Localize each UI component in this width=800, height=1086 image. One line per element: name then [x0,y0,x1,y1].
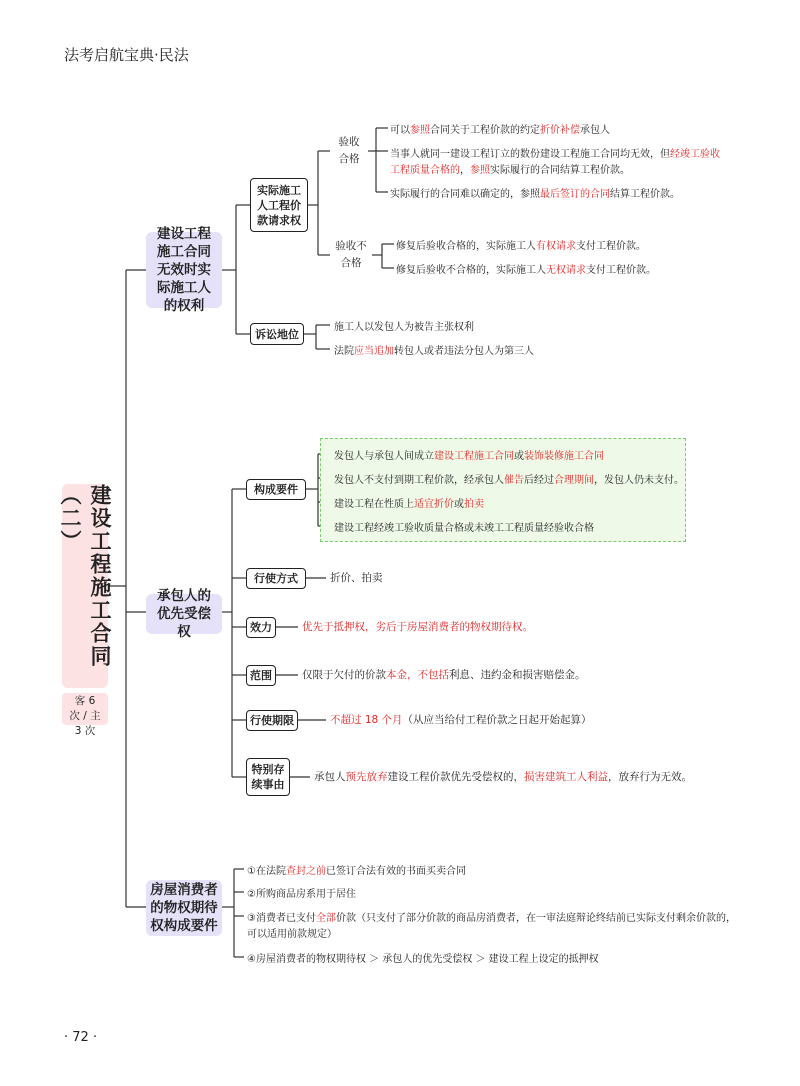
special-box [246,758,290,796]
exam-frequency-badge [62,693,108,737]
pass-item-1: 可以参照合同关于工程价款的约定折价补偿承包人 [390,125,610,136]
pass-label-text: 验收合格 [338,136,360,165]
sec2-node [146,588,222,640]
special-title: 特别存续事由 [251,763,285,791]
sec3-item-3-cont: 可以适用前款规定） [247,929,337,940]
effect-text: 优先于抵押权，劣后于房屋消费者的物权期待权。 [302,621,533,633]
claim-title: 实际施工人工程价款请求权 [257,183,301,227]
req-item-4: 建设工程经竣工验收质量合格或未竣工工程质量经验收合格 [334,523,594,534]
pass-item-3: 实际履行的合同难以确定的，参照最后签订的合同结算工程价款。 [390,189,680,200]
period-box [246,710,298,731]
root-topic [58,484,112,688]
period-text: 不超过 18 个月（从应当给付工程价款之日起开始起算） [330,714,592,726]
fail-label [330,238,372,272]
sec3-node [146,880,222,936]
pass-label [330,134,368,168]
claim-box [250,178,308,232]
exam-frequency-text: 客 6 次 / 主 3 次 [69,695,101,737]
sec3-title: 房屋消费者的物权期待权构成要件 [150,882,218,934]
sec2-title: 承包人的优先受偿权 [157,588,211,640]
requirements-title: 构成要件 [254,483,298,496]
litigation-title: 诉讼地位 [255,327,299,341]
fail-item-1: 修复后验收合格的，实际施工人有权请求支付工程价款。 [396,241,646,252]
requirements-box [246,479,306,500]
method-box [246,568,306,589]
pass-item-2: 当事人就同一建设工程订立的数份建设工程施工合同均无效，但经竣工验收 [390,149,720,160]
page-header-title: 法考启航宝典·民法 [64,46,189,64]
effect-box [246,617,276,638]
special-text: 承包人预先放弃建设工程价款优先受偿权的，损害建筑工人利益，放弃行为无效。 [314,771,692,783]
req-item-1: 发包人与承包人间成立建设工程施工合同或装饰装修施工合同 [334,451,604,462]
litigation-box [250,323,304,345]
root-topic-title: 建设工程施工合同（二） [58,484,112,668]
fail-item-2: 修复后验收不合格的，实际施工人无权请求支付工程价款。 [396,265,656,276]
method-title: 行使方式 [254,572,298,585]
sec3-item-2: ②所购商品房系用于居住 [247,889,356,900]
sec1-node [146,226,222,314]
scope-text: 仅限于欠付的价款本金，不包括利息、违约金和损害赔偿金。 [302,669,586,681]
fail-label-text: 验收不合格 [335,240,367,269]
effect-title: 效力 [250,621,272,634]
page-number: · 72 · [64,1030,98,1045]
sec3-item-4: ④房屋消费者的物权期待权 ＞ 承包人的优先受偿权 ＞ 建设工程上设定的抵押权 [247,954,599,965]
pass-item-2-cont: 工程质量合格的，参照实际履行的合同结算工程价款。 [390,165,630,176]
scope-box [246,665,276,686]
period-title: 行使期限 [250,714,294,727]
req-item-3: 建设工程在性质上适宜折价或拍卖 [334,499,484,510]
sec1-title: 建设工程施工合同无效时实际施工人的权利 [157,226,211,314]
litigation-item-1: 施工人以发包人为被告主张权利 [334,322,474,333]
sec3-item-1: ①在法院查封之前已签订合法有效的书面买卖合同 [247,866,466,877]
litigation-item-2: 法院应当追加转包人或者违法分包人为第三人 [334,346,534,357]
scope-title: 范围 [250,669,272,682]
req-item-2: 发包人不支付到期工程价款，经承包人催告后经过合理期间，发包人仍未支付。 [334,475,684,486]
method-text: 折价、拍卖 [330,572,383,584]
sec3-item-3: ③消费者已支付全部价款（只支付了部分价款的商品房消费者，在一审法庭辩论终结前已实际支付剩余价款的， [247,913,736,924]
